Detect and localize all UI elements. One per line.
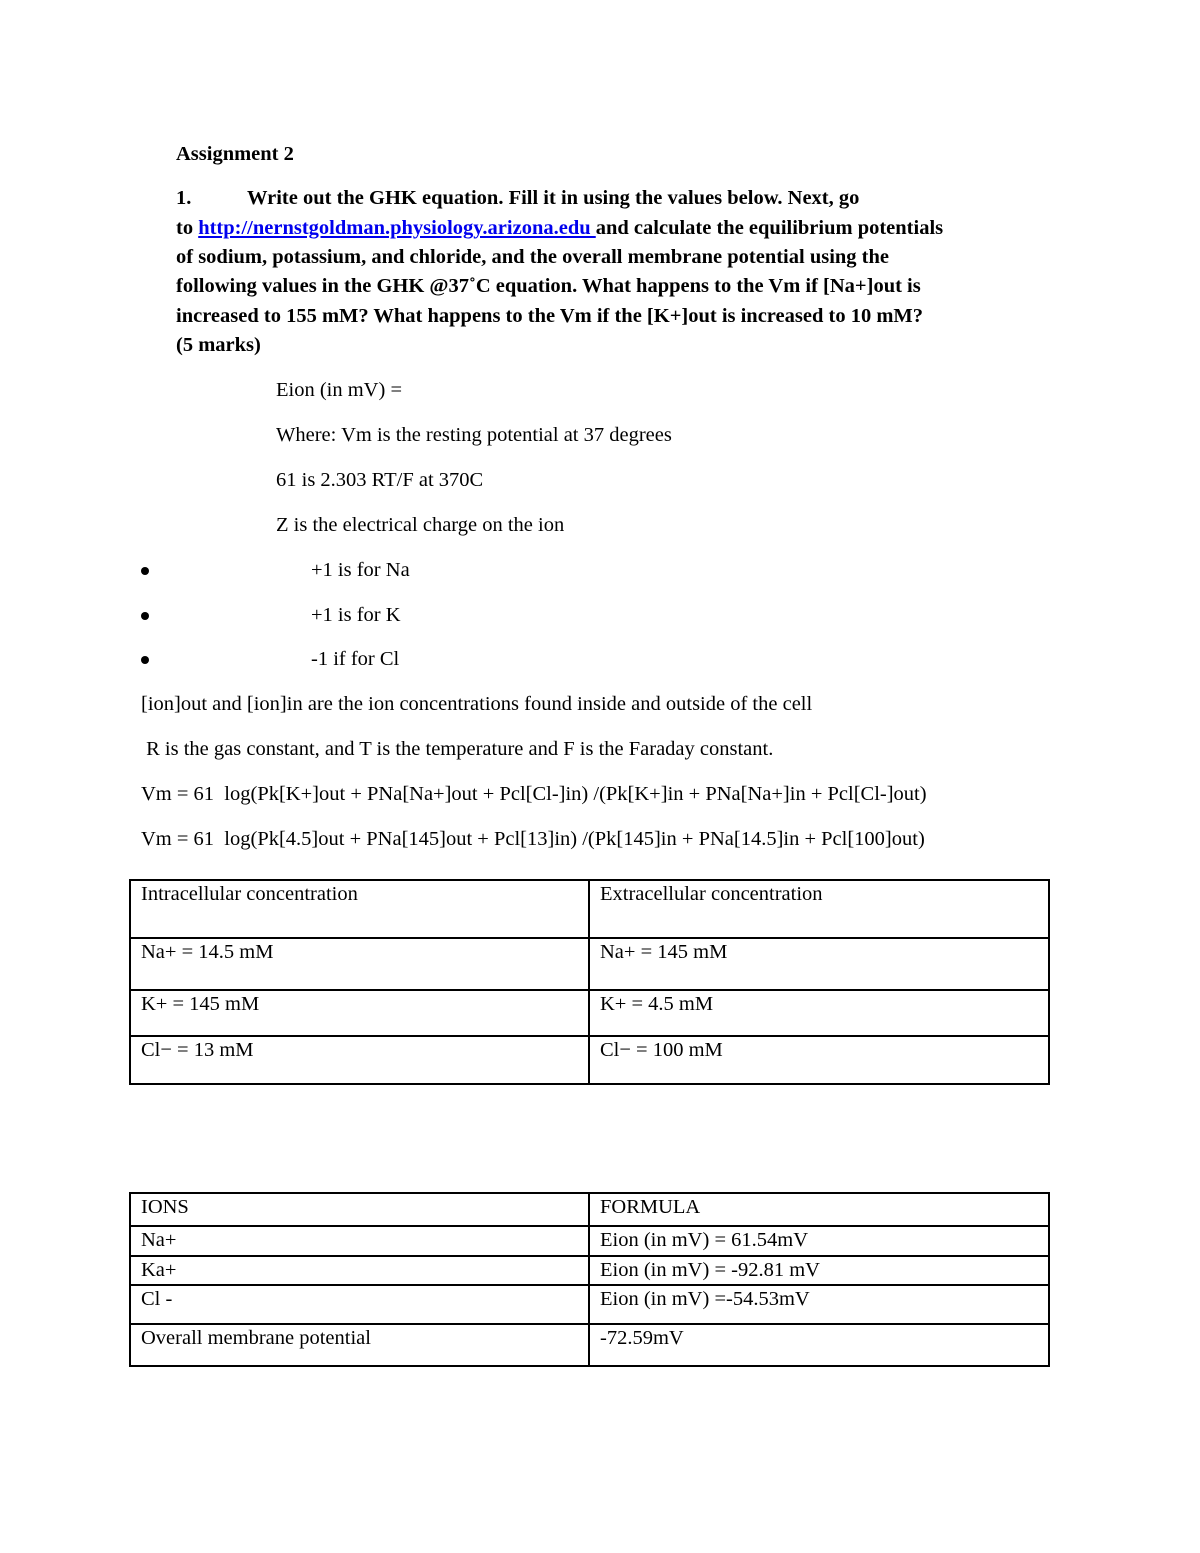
sixtyone-definition: 61 is 2.303 RT/F at 370C [276,469,484,491]
question-line-2-prefix: to [176,217,199,239]
bullet-icon [141,567,149,575]
constants-definition: R is the gas constant, and T is the temperature and F is the Faraday constant. [141,738,774,760]
table-cell: Na+ = 145 mM [589,938,1049,990]
table-header-row [130,880,1049,938]
bullet-cl: -1 if for Cl [311,648,400,670]
table-cell: Eion (in mV) = 61.54mV [589,1226,1049,1256]
table-row [130,990,1049,1036]
ion-concentration-definition: [ion]out and [ion]in are the ion concentrations found inside and outside of the cell [141,693,813,715]
table-row [130,1285,1049,1324]
question-line-3: of sodium, potassium, and chloride, and the overall membrane potential using the [176,246,889,268]
header-intracellular: Intracellular concentration [130,880,589,938]
table-cell: Ka+ [130,1256,589,1285]
question-line-4: following values in the GHK @37˚C equation. What happens to the Vm if [Na+]out is [176,275,921,297]
table-cell: Cl− = 100 mM [589,1036,1049,1084]
eion-definition: Eion (in mV) = [276,379,403,401]
table-cell: Cl - [130,1285,589,1324]
header-extracellular: Extracellular concentration [589,880,1049,938]
bullet-k: +1 is for K [311,604,401,626]
table-cell: -72.59mV [589,1324,1049,1366]
question-line-5: increased to 155 mM? What happens to the Vm if the [K+]out is increased to 10 mM? [176,305,923,327]
header-ions: IONS [130,1193,589,1226]
table-row [130,1256,1049,1285]
bullet-na: +1 is for Na [311,559,410,581]
page-title: Assignment 2 [176,143,294,165]
table-row [130,1324,1049,1366]
table-row [130,1036,1049,1084]
table-header-row [130,1193,1049,1226]
z-definition: Z is the electrical charge on the ion [276,514,565,536]
results-table [129,1192,1050,1367]
bullet-icon [141,656,149,664]
bullet-icon [141,612,149,620]
question-line-2-suffix: and calculate the equilibrium potentials [595,217,944,239]
ghk-equation-general: Vm = 61 log(Pk[K+]out + PNa[Na+]out + Pcl[Cl-]in) /(Pk[K+]in + PNa[Na+]in + Pcl[Cl-]out) [141,783,927,805]
vm-definition: Where: Vm is the resting potential at 37 degrees [276,424,672,446]
question-number: 1. [176,187,192,209]
table-row [130,1226,1049,1256]
table-cell: Eion (in mV) =-54.53mV [589,1285,1049,1324]
nernstgoldman-link[interactable]: http://nernstgoldman.physiology.arizona.edu [198,217,596,239]
table-cell: K+ = 145 mM [130,990,589,1036]
table-cell: Na+ = 14.5 mM [130,938,589,990]
table-cell: Eion (in mV) = -92.81 mV [589,1256,1049,1285]
table-cell: Na+ [130,1226,589,1256]
table-cell: Overall membrane potential [130,1324,589,1366]
question-line-2 [176,217,943,240]
concentration-table [129,879,1050,1085]
question-line-6: (5 marks) [176,334,261,356]
table-row [130,938,1049,990]
ghk-equation-filled: Vm = 61 log(Pk[4.5]out + PNa[145]out + Pcl[13]in) /(Pk[145]in + PNa[14.5]in + Pcl[100]out) [141,828,925,850]
table-cell: K+ = 4.5 mM [589,990,1049,1036]
header-formula: FORMULA [589,1193,1049,1226]
question-line-1: Write out the GHK equation. Fill it in using the values below. Next, go [247,187,860,209]
table-cell: Cl− = 13 mM [130,1036,589,1084]
